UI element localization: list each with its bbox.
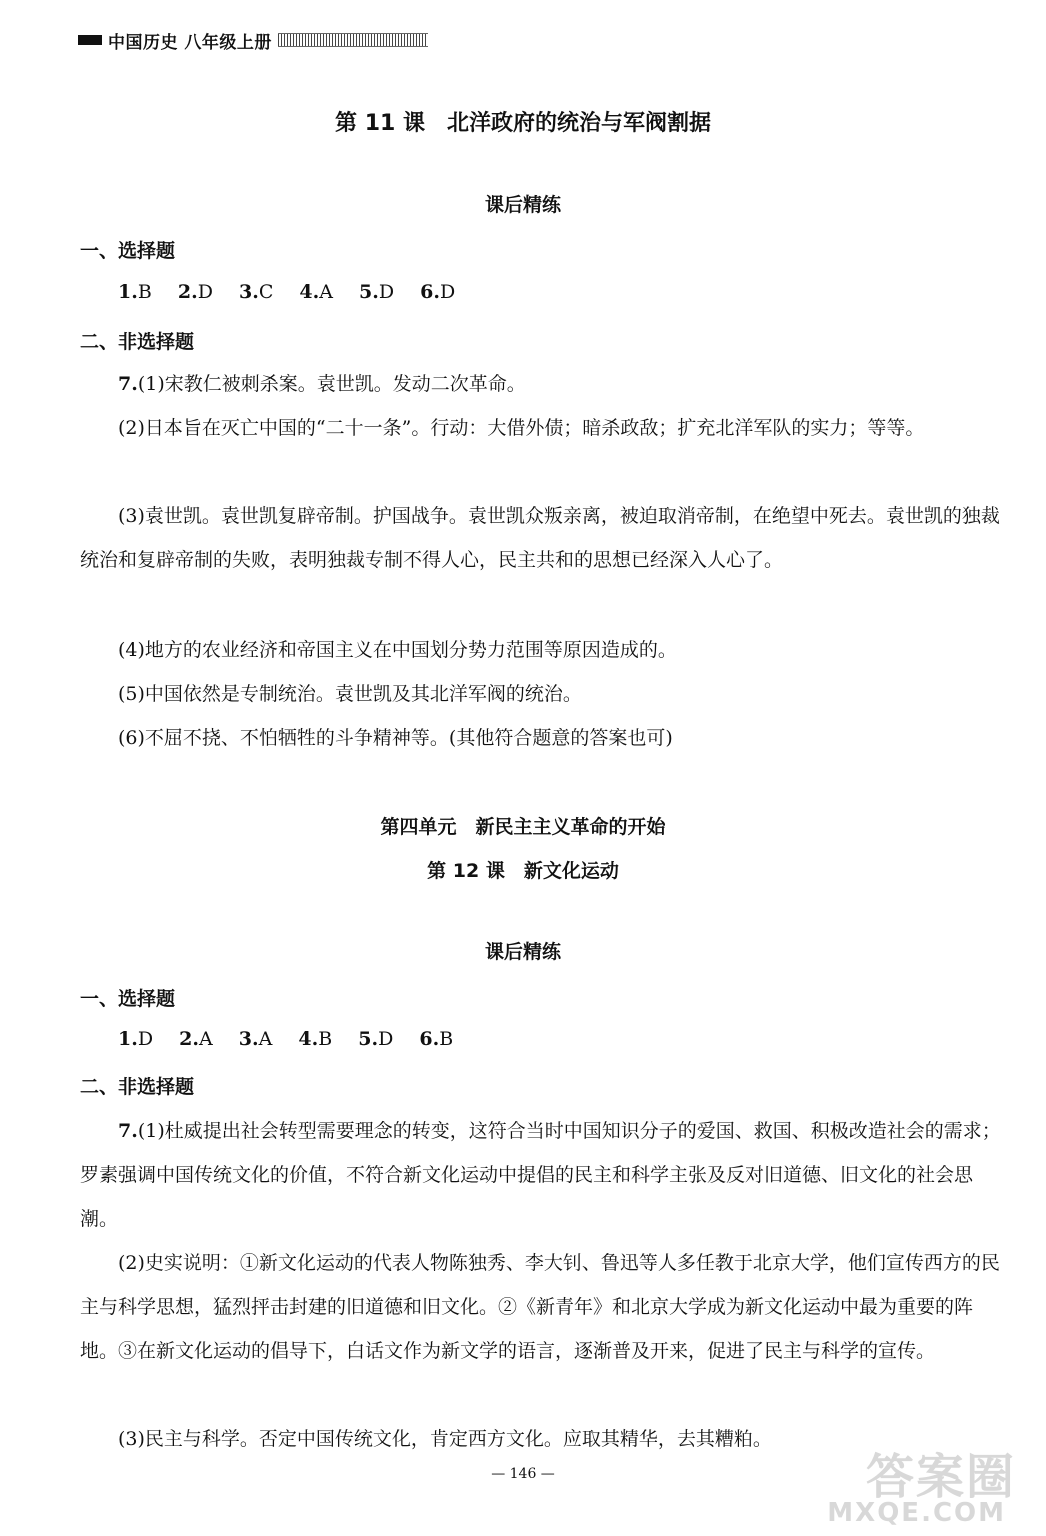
- lesson11-q7-part3: (3)袁世凯。袁世凯复辟帝制。护国战争。袁世凯众叛亲离，被迫取消帝制，在绝望中死去。袁世凯的独裁统治和复辟帝制的失败，表明独裁专制不得人心，民主共和的思想已经深入人心了。: [80, 505, 1000, 571]
- answer-item: 2.D: [177, 281, 213, 303]
- answer-item: 3.A: [238, 1028, 273, 1050]
- watermark-url: MXQE.COM: [827, 1498, 1006, 1528]
- answer-item: 5.D: [359, 281, 395, 303]
- answer-item: 4.A: [299, 281, 333, 303]
- lesson11-section-choice: 一、选择题: [80, 240, 176, 262]
- lesson12-section-choice: 一、选择题: [80, 988, 176, 1010]
- answer-item: 1.B: [118, 281, 152, 303]
- lesson11-choice-answers: [118, 281, 475, 303]
- lesson12-q7-part3: (3)民主与科学。否定中国传统文化，肯定西方文化。应取其精华，去其糟粕。: [118, 1428, 772, 1450]
- answer-item: 5.D: [358, 1028, 394, 1050]
- lesson11-q7-part1: 7.(1)宋教仁被刺杀案。袁世凯。发动二次革命。: [118, 373, 526, 395]
- lesson12-title: 第 12 课 新文化运动: [427, 860, 619, 882]
- lesson11-q7-part6: (6)不屈不挠、不怕牺牲的斗争精神等。(其他符合题意的答案也可): [118, 727, 673, 749]
- lesson11-q7-part5: (5)中国依然是专制统治。袁世凯及其北洋军阀的统治。: [118, 683, 582, 705]
- lesson12-choice-answers: [118, 1028, 473, 1050]
- lesson12-practice-heading: 课后精练: [484, 941, 561, 963]
- page-number: — 146 —: [491, 1466, 555, 1482]
- book-title: 中国历史 八年级上册: [108, 32, 272, 53]
- lesson12-section-nonchoice: 二、非选择题: [80, 1076, 195, 1098]
- header-pattern: [278, 33, 428, 47]
- answer-item: 1.D: [118, 1028, 154, 1050]
- answer-item: 6.D: [420, 281, 456, 303]
- unit4-title: 第四单元 新民主主义革命的开始: [380, 816, 666, 838]
- lesson11-practice-heading: 课后精练: [484, 194, 561, 216]
- lesson11-title: 第 11 课 北洋政府的统治与军阀割据: [335, 111, 711, 136]
- running-header: [78, 28, 428, 52]
- answer-item: 3.C: [238, 281, 274, 303]
- lesson11-q7-part2: (2)日本旨在灭亡中国的“二十一条”。行动：大借外债；暗杀政敌；扩充北洋军队的实力；等等。: [118, 417, 925, 439]
- watermark-logo: [816, 1438, 1016, 1528]
- lesson12-q7-part1: 7.(1)杜威提出社会转型需要理念的转变，这符合当时中国知识分子的爱国、救国、积极改造社会的需求；罗素强调中国传统文化的价值，不符合新文化运动中提倡的民主和科学主张及反对旧道德、旧文化的社会思潮。: [80, 1120, 1001, 1230]
- watermark-text: 答案圈: [865, 1449, 1016, 1505]
- answer-item: 4.B: [298, 1028, 333, 1050]
- lesson12-q7-part2: (2)史实说明：①新文化运动的代表人物陈独秀、李大钊、鲁迅等人多任教于北京大学，他们宣传西方的民主与科学思想，猛烈抨击封建的旧道德和旧文化。②《新青年》和北京大学成为新文化运动中最为重要的阵地。③在新文化运动的倡导下，白话文作为新文学的语言，逐渐普及开来，促进了民主与科学的宣传。: [80, 1252, 1000, 1362]
- lesson11-q7-part4: (4)地方的农业经济和帝国主义在中国划分势力范围等原因造成的。: [118, 639, 677, 661]
- lesson11-section-nonchoice: 二、非选择题: [80, 331, 195, 353]
- answer-item: 2.A: [179, 1028, 213, 1050]
- header-bar-icon: [78, 35, 102, 45]
- answer-item: 6.B: [419, 1028, 454, 1050]
